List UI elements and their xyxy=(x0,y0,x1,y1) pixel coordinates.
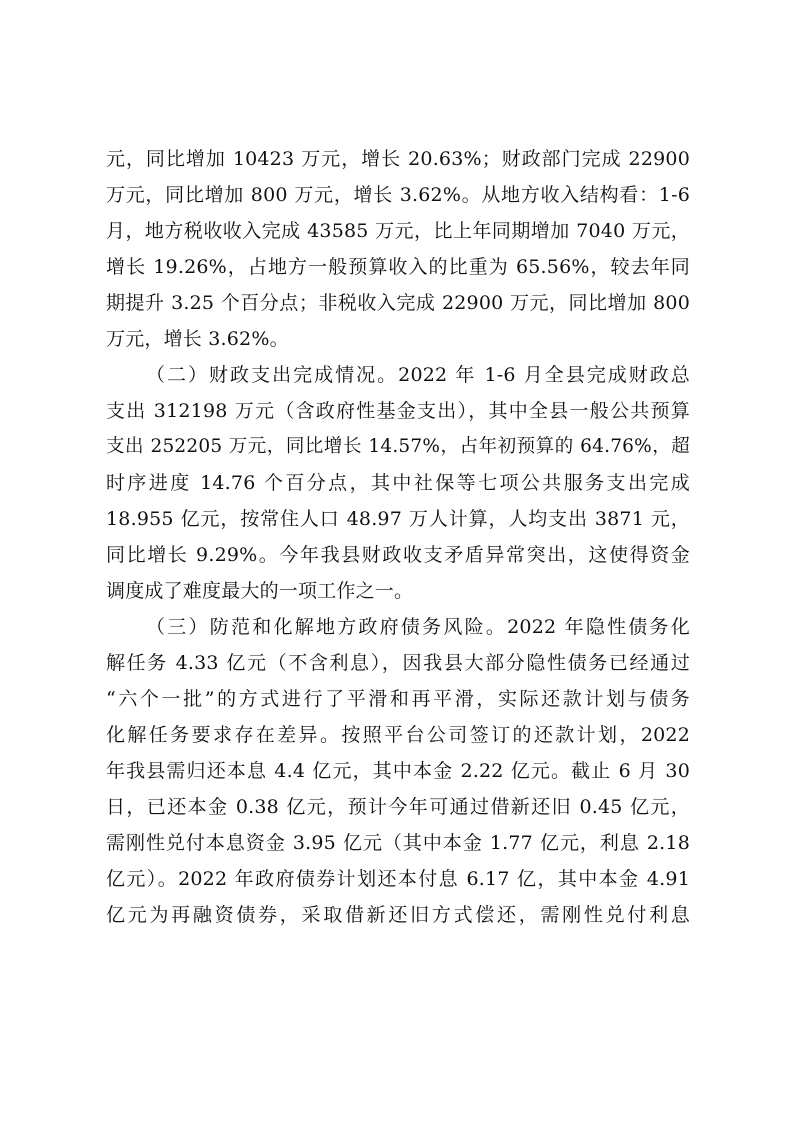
text-line: 需刚性兑付本息资金 3.95 亿元（其中本金 1.77 亿元，利息 2.18 xyxy=(106,832,690,854)
text-line: 日，已还本金 0.38 亿元，预计今年可通过借新还旧 0.45 亿元， xyxy=(106,796,690,818)
text-line: 亿元为再融资债券，采取借新还旧方式偿还，需刚性兑付利息 xyxy=(106,904,690,926)
text-line: 调度成了难度最大的一项工作之一。 xyxy=(106,580,414,602)
text-line: 月，地方税收收入完成 43585 万元，比上年同期增加 7040 万元， xyxy=(106,220,690,242)
paragraph-heading-line: （二）财政支出完成情况。2022 年 1-6 月全县完成财政总 xyxy=(146,364,690,386)
text-line: 年我县需归还本息 4.4 亿元，其中本金 2.22 亿元。截止 6 月 30 xyxy=(106,760,690,782)
text-line: 万元，增长 3.62%。 xyxy=(106,328,289,350)
paragraph-heading-line: （三）防范和化解地方政府债务风险。2022 年隐性债务化 xyxy=(146,616,690,638)
text-line: 18.955 亿元，按常住人口 48.97 万人计算，人均支出 3871 元， xyxy=(106,508,690,530)
text-line: 化解任务要求存在差异。按照平台公司签订的还款计划，2022 xyxy=(106,724,690,746)
text-line: 支出 312198 万元（含政府性基金支出），其中全县一般公共预算 xyxy=(106,400,690,422)
text-line: 支出 252205 万元，同比增长 14.57%，占年初预算的 64.76%，超 xyxy=(106,436,690,457)
text-line: “六个一批”的方式进行了平滑和再平滑，实际还款计划与债务 xyxy=(106,688,690,710)
text-line: 亿元）。2022 年政府债券计划还本付息 6.17 亿，其中本金 4.91 xyxy=(106,868,690,890)
text-line: 元，同比增加 10423 万元，增长 20.63%；财政部门完成 22900 xyxy=(106,148,690,170)
text-line: 万元，同比增加 800 万元，增长 3.62%。从地方收入结构看：1-6 xyxy=(106,184,690,206)
text-line: 期提升 3.25 个百分点；非税收入完成 22900 万元，同比增加 800 xyxy=(106,292,690,314)
text-line: 时序进度 14.76 个百分点，其中社保等七项公共服务支出完成 xyxy=(106,472,690,494)
text-line: 解任务 4.33 亿元（不含利息），因我县大部分隐性债务已经通过 xyxy=(106,652,690,674)
text-line: 同比增长 9.29%。今年我县财政收支矛盾异常突出，这使得资金 xyxy=(106,544,690,566)
text-line: 增长 19.26%，占地方一般预算收入的比重为 65.56%，较去年同 xyxy=(106,256,690,278)
